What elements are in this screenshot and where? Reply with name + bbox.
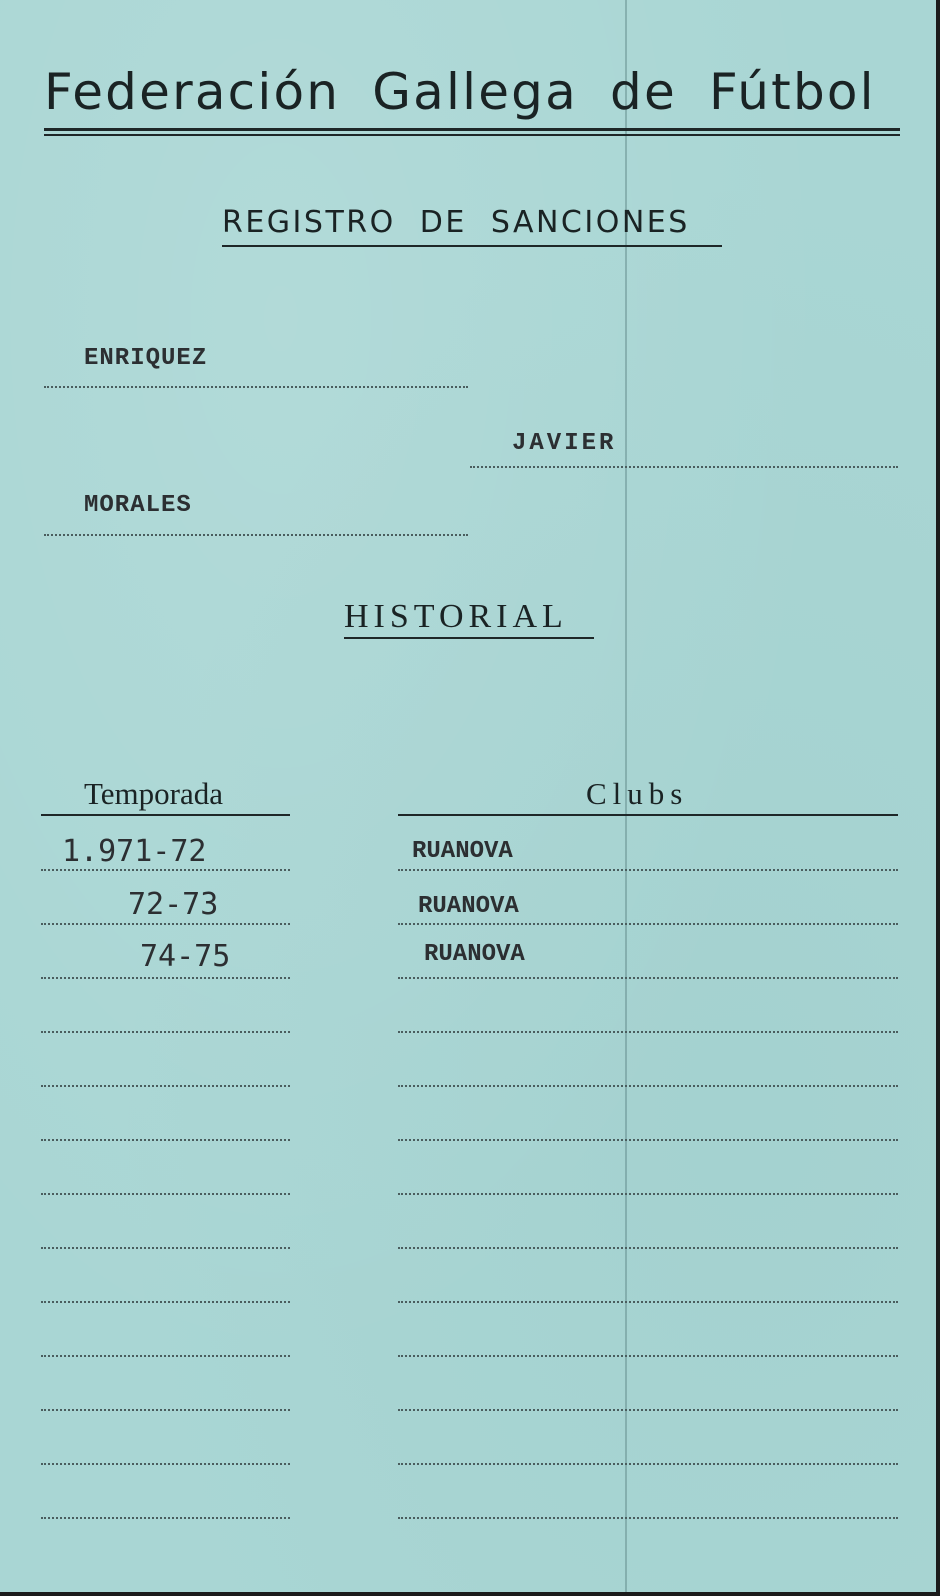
first-surname-line <box>44 386 468 388</box>
season-cell: 1.971-72 <box>62 834 207 869</box>
club-row-line <box>398 923 898 925</box>
first-surname-field: ENRIQUEZ <box>84 345 208 372</box>
season-row-line <box>41 1409 290 1411</box>
season-row-line <box>41 869 290 871</box>
club-row-line <box>398 869 898 871</box>
season-row-line <box>41 1463 290 1465</box>
given-name-field: JAVIER <box>512 430 617 457</box>
club-row-line <box>398 1031 898 1033</box>
register-subtitle: REGISTRO DE SANCIONES <box>222 205 690 240</box>
title-underline-secondary <box>44 134 900 136</box>
federation-title: Federación Gallega de Fútbol <box>44 63 876 121</box>
season-row-line <box>41 1247 290 1249</box>
club-row-line <box>398 1409 898 1411</box>
clubs-column-header: Clubs <box>586 776 689 811</box>
club-row-line <box>398 1085 898 1087</box>
second-surname-line <box>44 534 468 536</box>
season-column-header: Temporada <box>84 776 223 811</box>
season-row-line <box>41 1355 290 1357</box>
club-row-line <box>398 1301 898 1303</box>
club-row-line <box>398 1193 898 1195</box>
season-cell: 74-75 <box>140 939 231 974</box>
club-row-line <box>398 1517 898 1519</box>
season-row-line <box>41 1517 290 1519</box>
club-row-line <box>398 1463 898 1465</box>
second-surname-field: MORALES <box>84 492 192 519</box>
given-name-line <box>470 466 898 468</box>
season-row-line <box>41 923 290 925</box>
club-row-line <box>398 1247 898 1249</box>
season-row-line <box>41 1085 290 1087</box>
club-row-line <box>398 1139 898 1141</box>
season-row-line <box>41 1139 290 1141</box>
season-header-rule <box>41 814 290 816</box>
season-row-line <box>41 1031 290 1033</box>
season-row-line <box>41 977 290 979</box>
subtitle-underline <box>222 245 722 247</box>
season-row-line <box>41 1301 290 1303</box>
season-cell: 72-73 <box>128 887 219 922</box>
club-cell: RUANOVA <box>418 893 519 920</box>
club-cell: RUANOVA <box>412 838 513 865</box>
club-row-line <box>398 1355 898 1357</box>
club-row-line <box>398 977 898 979</box>
historial-underline <box>344 637 594 639</box>
clubs-header-rule <box>398 814 898 816</box>
title-underline <box>44 128 900 131</box>
historial-heading: HISTORIAL <box>344 598 568 635</box>
club-cell: RUANOVA <box>424 941 525 968</box>
season-row-line <box>41 1193 290 1195</box>
